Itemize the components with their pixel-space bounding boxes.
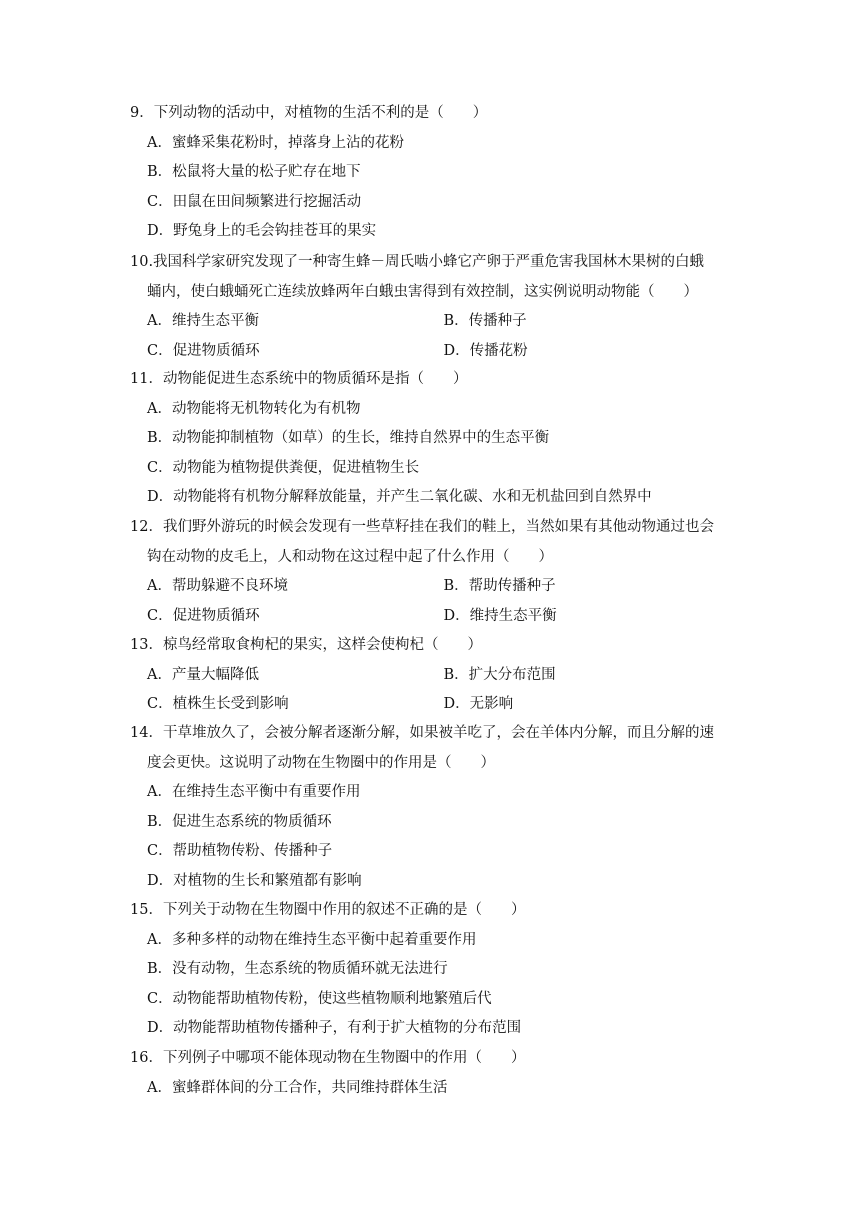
- question-13: [130, 631, 740, 720]
- question-9: [130, 99, 740, 247]
- option-d: D．传播花粉: [443, 342, 528, 359]
- option-a: A．帮助躲避不良环境: [147, 578, 288, 594]
- option-row: [130, 602, 740, 632]
- option-row: [130, 337, 740, 367]
- question-15: [130, 896, 740, 1044]
- question-stem-continued: 蛹内，使白蛾蛹死亡连续放蜂两年白蛾虫害得到有效控制，这实例说明动物能（ ）: [147, 283, 698, 300]
- option-b: B．动物能抑制植物（如草）的生长，维持自然界中的生态平衡: [147, 430, 550, 446]
- option-d: D．维持生态平衡: [443, 607, 557, 624]
- question-16: [130, 1044, 740, 1103]
- option-d: D．无影响: [443, 696, 514, 712]
- question-10: [130, 248, 740, 366]
- question-12: [130, 513, 740, 631]
- option-c: C．植株生长受到影响: [147, 696, 289, 712]
- option-c: C．促进物质循环: [147, 342, 260, 359]
- option-c: C．帮助植物传粉、传播种子: [147, 843, 333, 859]
- question-stem: 10.我国科学家研究发现了一种寄生蜂－周氏啮小蜂它产卵于严重危害我国林木果树的白蛾: [130, 254, 705, 270]
- option-a: A．在维持生态平衡中有重要作用: [147, 784, 361, 800]
- question-11: [130, 365, 740, 513]
- question-stem: 15．下列关于动物在生物圈中作用的叙述不正确的是（ ）: [130, 902, 526, 918]
- option-a: A．多种多样的动物在维持生态平衡中起着重要作用: [147, 931, 477, 948]
- option-b: B．松鼠将大量的松子贮存在地下: [147, 164, 361, 180]
- question-stem: 13．椋鸟经常取食枸杞的果实，这样会使枸杞（ ）: [130, 637, 482, 653]
- option-d: D．野兔身上的毛会钩挂苍耳的果实: [147, 223, 377, 239]
- option-row: [130, 690, 740, 720]
- question-stem: 11．动物能促进生态系统中的物质循环是指（ ）: [130, 371, 468, 387]
- option-a: A．产量大幅降低: [147, 666, 259, 683]
- option-b: B．没有动物，生态系统的物质循环就无法进行: [147, 961, 448, 977]
- option-row: [130, 661, 740, 691]
- option-c: C．动物能为植物提供粪便，促进植物生长: [147, 459, 420, 476]
- option-c: C．动物能帮助植物传粉，使这些植物顺利地繁殖后代: [147, 990, 492, 1007]
- option-a: A．蜜蜂采集花粉时，掉落身上沾的花粉: [147, 134, 404, 151]
- question-stem: 12．我们野外游玩的时候会发现有一些草籽挂在我们的鞋上，当然如果有其他动物通过也会: [130, 519, 714, 535]
- option-a: A．蜜蜂群体间的分工合作，共同维持群体生活: [147, 1079, 448, 1096]
- option-c: C．促进物质循环: [147, 607, 260, 624]
- option-row: [130, 572, 740, 602]
- option-c: C．田鼠在田间频繁进行挖掘活动: [147, 193, 362, 210]
- option-d: D．对植物的生长和繁殖都有影响: [147, 872, 362, 889]
- option-d: D．动物能帮助植物传播种子，有利于扩大植物的分布范围: [147, 1020, 522, 1036]
- option-d: D．动物能将有机物分解释放能量，并产生二氧化碳、水和无机盐回到自然界中: [147, 489, 652, 505]
- question-14: [130, 719, 740, 896]
- question-stem-continued: 度会更快。这说明了动物在生物圈中的作用是（ ）: [147, 754, 495, 771]
- question-stem-continued: 钩在动物的皮毛上，人和动物在这过程中起了什么作用（ ）: [147, 548, 553, 565]
- option-b: B．传播种子: [443, 313, 527, 329]
- option-row: [130, 307, 740, 337]
- option-a: A．维持生态平衡: [147, 313, 259, 329]
- question-stem: 16．下列例子中哪项不能体现动物在生物圈中的作用（ ）: [130, 1050, 526, 1066]
- option-b: B．扩大分布范围: [443, 666, 556, 683]
- option-b: B．促进生态系统的物质循环: [147, 813, 332, 830]
- option-b: B．帮助传播种子: [443, 578, 556, 594]
- question-stem: 9．下列动物的活动中，对植物的生活不利的是（ ）: [130, 105, 488, 121]
- question-stem: 14．干草堆放久了，会被分解者逐渐分解，如果被羊吃了，会在羊体内分解，而且分解的速: [130, 725, 714, 741]
- option-a: A．动物能将无机物转化为有机物: [147, 400, 361, 417]
